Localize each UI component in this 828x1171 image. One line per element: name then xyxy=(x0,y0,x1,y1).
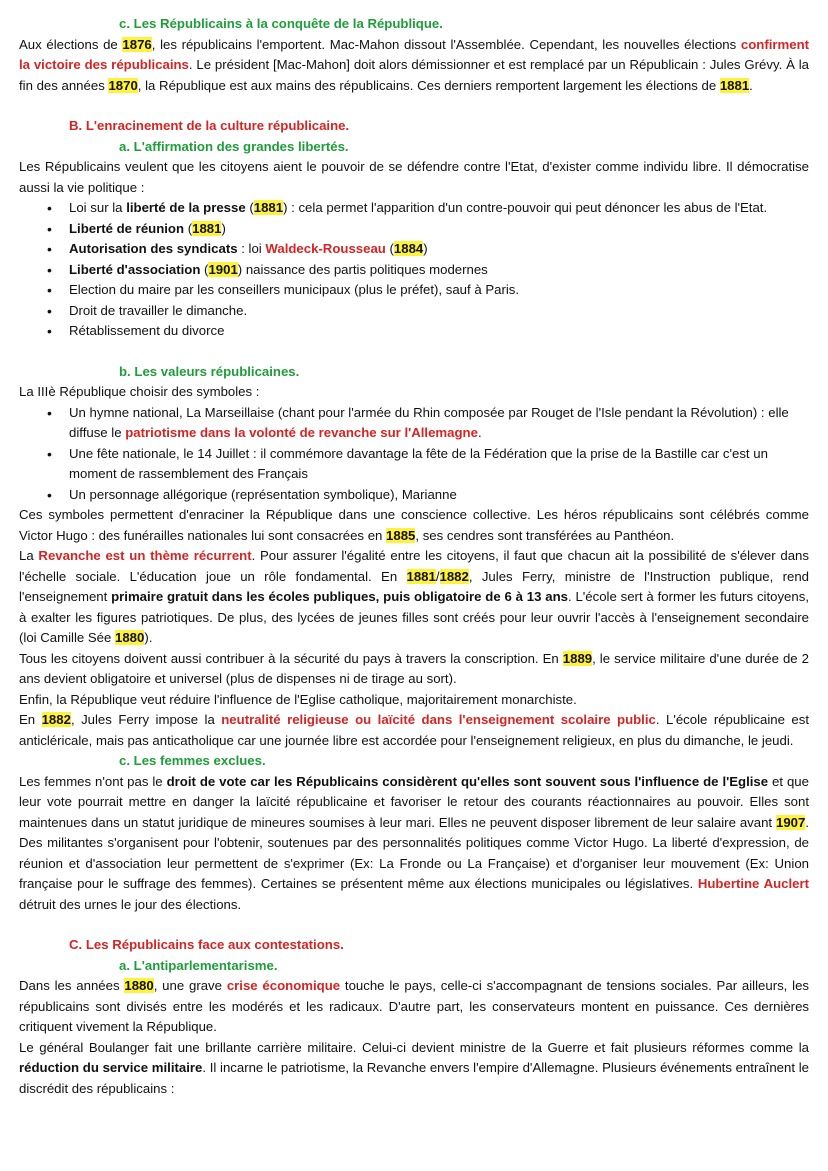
heading-conquete: c. Les Républicains à la conquête de la République. xyxy=(119,16,443,31)
list-item: • Autorisation des syndicats : loi Waldeck-Rousseau (1884) xyxy=(69,239,809,260)
list-item: • Droit de travailler le dimanche. xyxy=(69,301,809,322)
list-item: • Une fête nationale, le 14 Juillet : il commémore davantage la fête de la Fédération que la prise de la Bastille car c'est un moment de rassemblement des Français xyxy=(69,444,809,485)
paragraph-laicite: En 1882, Jules Ferry impose la neutralité religieuse ou laïcité dans l'enseignement scolaire public. L'école républicaine est anticléricale, mais pas anticatholique car une journée libre est accordée pour l'enseignement religieux, en plus du dimanche, le jeudi. xyxy=(19,712,809,748)
paragraph-eglise: Enfin, la République veut réduire l'influence de l'Eglise catholique, majoritairement monarchiste. xyxy=(19,691,577,707)
heading-enracinement: B. L'enracinement de la culture républicaine. xyxy=(69,118,350,133)
list-item: • Liberté de réunion (1881) xyxy=(69,219,809,240)
list-libertes xyxy=(19,198,809,342)
heading-antiparlementarisme: a. L'antiparlementarisme. xyxy=(119,957,278,973)
heading-femmes: c. Les femmes exclues. xyxy=(119,753,266,768)
document-page xyxy=(19,14,809,1099)
list-item: • Un personnage allégorique (représentation symbolique), Marianne xyxy=(69,485,809,506)
list-item: • Un hymne national, La Marseillaise (chant pour l'armée du Rhin composée par Rouget de l'Isle pendant la Révolution) : elle diffuse le patriotisme dans la volonté de revanche sur l'Allemagne. xyxy=(69,403,809,444)
paragraph-symboles-intro: La IIIè République choisir des symboles : xyxy=(19,384,260,399)
paragraph-libertes-intro: Les Républicains veulent que les citoyens aient le pouvoir de se défendre contre l'Etat, d'exister comme individu libre. Il démocratise aussi la vie politique : xyxy=(19,159,809,195)
paragraph-conscription: Tous les citoyens doivent aussi contribuer à la sécurité du pays à travers la conscription. En 1889, le service militaire d'une durée de 2 ans devient obligatoire et universel (plus de dispenses ni de tirage au sort). xyxy=(19,650,809,686)
list-item: • Liberté d'association (1901) naissance des partis politiques modernes xyxy=(69,260,809,281)
heading-libertes: a. L'affirmation des grandes libertés. xyxy=(119,138,349,154)
paragraph-revanche: La Revanche est un thème récurrent. Pour assurer l'égalité entre les citoyens, il faut que chacun ait la possibilité de s'élever dans l'échelle sociale. L'éducation joue un rôle fondamental. En 1881/1882, Jules Ferry, ministre de l'Instruction publique, rend l'enseignement primaire gratuit dans les écoles publiques, puis obligatoire de 6 à 13 ans. L'école sert à former les futurs citoyens, à exalter les figures patriotiques. De plus, des lycées de jeunes filles sont créés pour leur ouvrir l'accès à l'enseignement secondaire (loi Camille Sée 1880). xyxy=(19,548,810,645)
paragraph-boulanger: Le général Boulanger fait une brillante carrière militaire. Celui-ci devient ministre de la Guerre et fait plusieurs réformes comme la réduction du service militaire. Il incarne le patriotisme, la Revanche envers l'empire d'Allemagne. Plusieurs événements entraînent le discrédit des républicains : xyxy=(19,1039,809,1096)
paragraph-femmes: Les femmes n'ont pas le droit de vote car les Républicains considèrent qu'elles sont souvent sous l'influence de l'Eglise et que leur vote pourrait mettre en danger la laïcité républicaine et favoriser le retour des courants réactionnaires au pouvoir. Elles sont maintenues dans un statut juridique de mineures soumises à leur mari. Elles ne peuvent disposer librement de leur salaire avant 1907. Des militantes s'organisent pour l'obtenir, soutenues par des personnalités politiques comme Victor Hugo. La liberté d'expression, de réunion et d'association leur permettent de s'exprimer (Ex: La Fronde ou La Française) et d'organiser leur mouvement (Ex: Union française pour le suffrage des femmes). Certaines se présentent même aux élections municipales ou législatives. Hubertine Auclert détruit des urnes le jour des élections. xyxy=(19,773,809,912)
paragraph-heros: Ces symboles permettent d'enraciner la République dans une conscience collective. Les héros républicains sont célébrés comme Victor Hugo : des funérailles nationales lui sont consacrées en 1885, ses cendres sont transférées au Panthéon. xyxy=(19,507,809,543)
list-symboles xyxy=(19,403,809,506)
list-item: • Election du maire par les conseillers municipaux (plus le préfet), sauf à Paris. xyxy=(69,280,809,301)
paragraph-elections: Aux élections de 1876, les républicains l'emportent. Mac-Mahon dissout l'Assemblée. Cependant, les nouvelles élections confirment la victoire des républicains. Le président [Mac-Mahon] doit alors démissionner et est remplacé par un Républicain : Jules Grévy. À la fin des années 1870, la République est aux mains des républicains. Ces derniers remportent largement les élections de 1881. xyxy=(19,36,810,93)
paragraph-crise: Dans les années 1880, une grave crise économique touche le pays, celle-ci s'accompagnant de tensions sociales. Par ailleurs, les républicains sont divisés entre les modérés et les radicaux. D'autre part, les conservateurs montent en puissance. Ces dernières critiquent vivement la République. xyxy=(19,978,810,1034)
heading-contestations: C. Les Républicains face aux contestations. xyxy=(69,937,344,952)
list-item: • Loi sur la liberté de la presse (1881) : cela permet l'apparition d'un contre-pouvoir qui peut dénoncer les abus de l'Etat. xyxy=(69,198,809,219)
list-item: • Rétablissement du divorce xyxy=(69,321,809,342)
heading-valeurs: b. Les valeurs républicaines. xyxy=(119,363,300,379)
